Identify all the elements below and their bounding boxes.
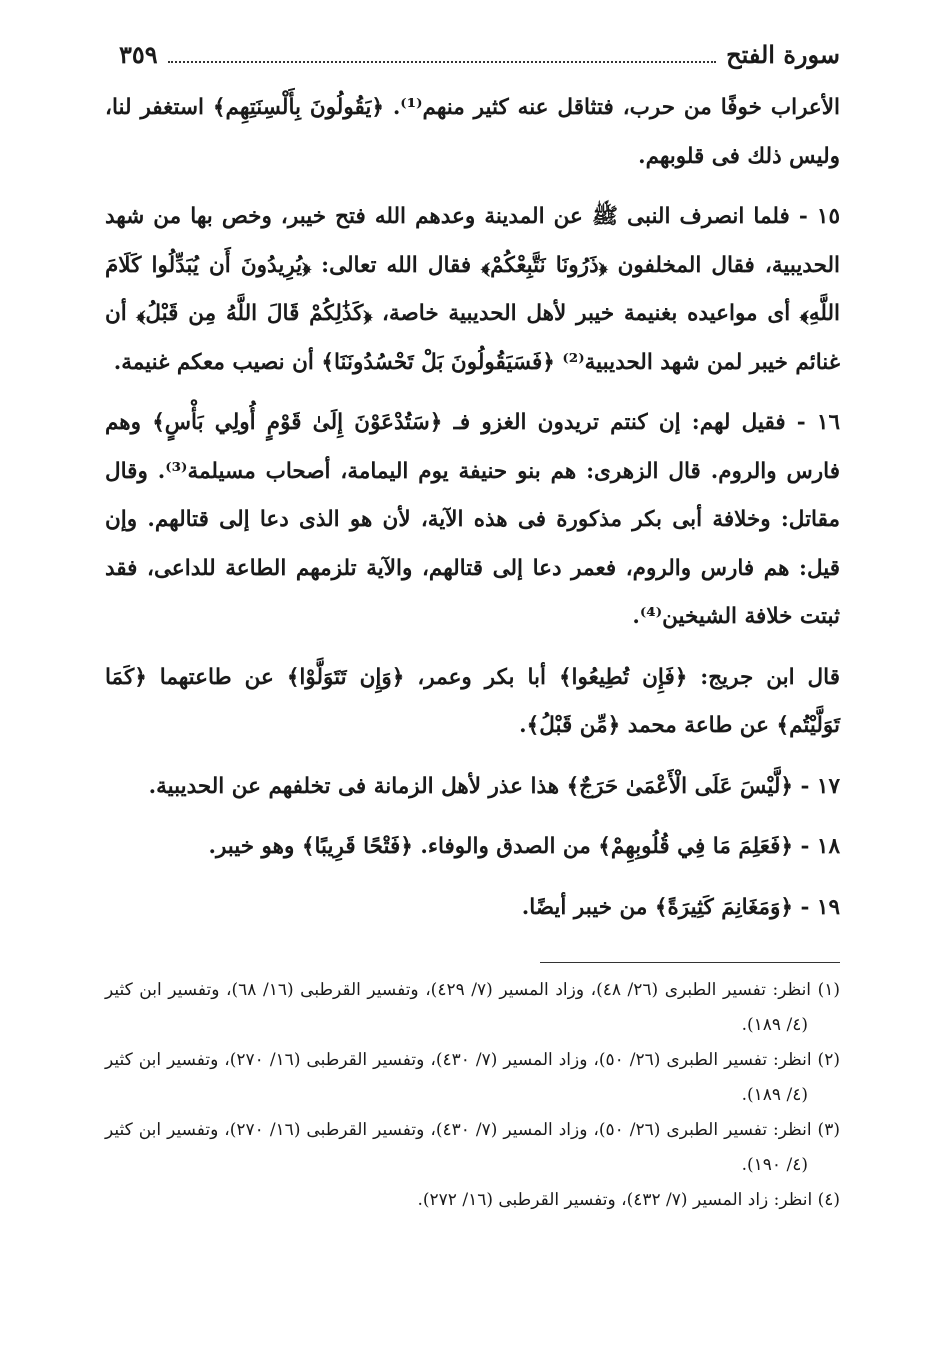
paragraph-ibn-jurayj: قال ابن جريج: ﴿فَإِن تُطِيعُوا﴾ أبا بكر وعمر، ﴿وَإِن تَتَوَلَّوْا﴾ عن طاعتهما ﴿كَمَا تَوَلَّيْتُم﴾ عن طاعة محمد ﴿مِّن قَبْلُ﴾. (105, 664, 840, 738)
footnote-divider (540, 962, 840, 963)
surah-title: سورة الفتح (726, 40, 840, 69)
paragraph-verse-17: ١٧ - ﴿لَّيْسَ عَلَى الْأَعْمَىٰ حَرَجٌ﴾ هذا عذر لأهل الزمانة فى تخلفهم عن الحديبية. (148, 773, 840, 799)
footnote-3: (٣) انظر: تفسير الطبرى (٢٦/ ٥٠)، وزاد المسير (٧/ ٤٣٠)، وتفسير القرطبى (١٦/ ٢٧٠)، وتفسير ابن كثير (٤/ ١٩٠). (105, 1120, 840, 1175)
paragraph-continuation: الأعراب خوفًا من حرب، فتثاقل عنه كثير منهم⁽¹⁾. ﴿يَقُولُونَ بِأَلْسِنَتِهِم﴾ استغفر لنا، وليس ذلك فى قلوبهم. (105, 95, 840, 169)
footnote-2: (٢) انظر: تفسير الطبرى (٢٦/ ٥٠)، وزاد المسير (٧/ ٤٣٠)، وتفسير القرطبى (١٦/ ٢٧٠)، وتفسير ابن كثير (٤/ ١٨٩). (105, 1050, 840, 1105)
paragraph-verse-15: ١٥ - فلما انصرف النبى ﷺ عن المدينة وعدهم الله فتح خيبر، وخص بها من شهد الحديبية، فقال المخلفون ﴿ذَرُونَا نَتَّبِعْكُمْ﴾ فقال الله تعالى: ﴿يُرِيدُونَ أَن يُبَدِّلُوا كَلَامَ اللَّهِ﴾ أى مواعيده بغنيمة خيبر لأهل الحديبية خاصة، ﴿كَذَٰلِكُمْ قَالَ اللَّهُ مِن قَبْلُ﴾ أن غنائم خيبر لمن شهد الحديبية⁽²⁾ ﴿فَسَيَقُولُونَ بَلْ تَحْسُدُونَنَا﴾ أن نصيب معكم غنيمة. (105, 204, 840, 375)
paragraph-verse-18: ١٨ - ﴿فَعَلِمَ مَا فِي قُلُوبِهِمْ﴾ من الصدق والوفاء. ﴿فَتْحًا قَرِيبًا﴾ وهو خيبر. (208, 834, 840, 859)
footnotes (105, 973, 840, 1218)
paragraph-verse-19: ١٩ - ﴿وَمَغَانِمَ كَثِيرَةً﴾ من خيبر أيضًا. (521, 894, 840, 920)
header-dot-leader (168, 47, 716, 63)
running-header (105, 40, 840, 84)
paragraph-verse-16: ١٦ - فقيل لهم: إن كنتم تريدون الغزو فـ ﴿سَتُدْعَوْنَ إِلَىٰ قَوْمٍ أُولِي بَأْسٍ﴾ وهم فارس والروم. قال الزهرى: هم بنو حنيفة يوم اليمامة، أصحاب مسيلمة⁽³⁾. وقال مقاتل: وخلافة أبى بكر مذكورة فى هذه الآية، لأن هو الذى دعا إلى قتالهم. وإن قيل: هم فارس والروم، فعمر دعا إلى قتالهم، والآية تلزمهم الطاعة للداعى، فقد ثبتت خلافة الشيخين⁽⁴⁾. (105, 410, 840, 629)
main-text (105, 84, 840, 932)
page-number: ٣٥٩ (119, 40, 158, 69)
footnote-4: (٤) انظر: زاد المسير (٧/ ٤٣٢)، وتفسير القرطبى (١٦/ ٢٧٢). (417, 1190, 840, 1210)
footnote-1: (١) انظر: تفسير الطبرى (٢٦/ ٤٨)، وزاد المسير (٧/ ٤٢٩)، وتفسير القرطبى (١٦/ ٦٨)، وتفسير ابن كثير (٤/ ١٨٩). (105, 980, 840, 1035)
book-page (105, 40, 840, 1340)
